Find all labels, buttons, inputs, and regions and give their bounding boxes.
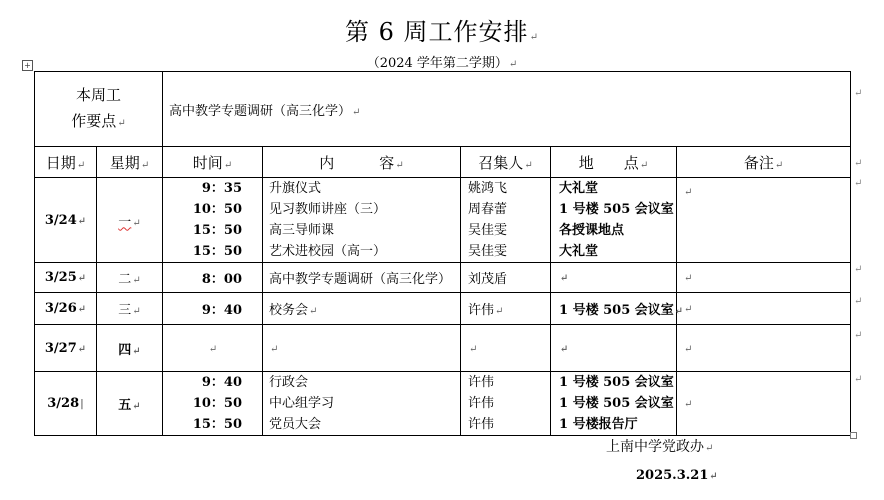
row-end-mark: ↵ xyxy=(854,178,863,189)
row-contents[interactable]: 高中教学专题调研（高三化学） xyxy=(263,263,461,293)
row-weekday[interactable]: 三↵ xyxy=(97,293,163,325)
row-notes[interactable]: ↵ xyxy=(677,293,851,325)
row-conveners[interactable]: 许伟↵ xyxy=(461,293,551,325)
row-places[interactable]: 大礼堂 1 号楼 505 会议室 各授课地点 大礼堂 xyxy=(551,178,677,263)
row-times[interactable]: 9：40 10：50 15：50 xyxy=(163,372,263,436)
row-contents[interactable]: 校务会↵ xyxy=(263,293,461,325)
table-row xyxy=(35,372,851,436)
row-contents[interactable]: 升旗仪式 见习教师讲座（三） 高三导师课 艺术进校园（高一） xyxy=(263,178,461,263)
row-conveners[interactable]: 姚鸿飞 周春蕾 吴佳雯 吴佳雯 xyxy=(461,178,551,263)
row-times[interactable]: ↵ xyxy=(163,325,263,372)
row-end-mark: ↵ xyxy=(854,330,863,341)
row-times[interactable]: 8：00 xyxy=(163,263,263,293)
row-date[interactable]: 3/26↵ xyxy=(35,293,97,325)
row-conveners[interactable]: 刘茂盾 xyxy=(461,263,551,293)
row-places[interactable]: 1 号楼 505 会议室↵ xyxy=(551,293,677,325)
row-end-mark: ↵ xyxy=(854,158,863,169)
row-end-mark: ↵ xyxy=(854,88,863,99)
table-row xyxy=(35,293,851,325)
table-row xyxy=(35,263,851,293)
row-notes[interactable]: ↵ xyxy=(677,325,851,372)
row-date[interactable]: 3/24↵ xyxy=(35,178,97,263)
row-times[interactable]: 9：40 xyxy=(163,293,263,325)
header-convener: 召集人↵ xyxy=(461,147,551,178)
row-weekday[interactable]: 五↵ xyxy=(97,372,163,436)
row-weekday[interactable]: 一↵ xyxy=(97,178,163,263)
row-date[interactable]: 3/28| xyxy=(35,372,97,436)
row-places[interactable]: 1 号楼 505 会议室 1 号楼 505 会议室 1 号楼报告厅 xyxy=(551,372,677,436)
row-date[interactable]: 3/25↵ xyxy=(35,263,97,293)
row-end-mark: ↵ xyxy=(854,264,863,275)
row-end-mark: ↵ xyxy=(854,374,863,385)
row-end-mark: ↵ xyxy=(854,296,863,307)
page-title: 第 6 周工作安排↵ xyxy=(345,18,539,46)
header-date: 日期↵ xyxy=(35,147,97,178)
row-weekday[interactable]: 四↵ xyxy=(97,325,163,372)
row-times[interactable]: 9：35 10：50 15：50 15：50 xyxy=(163,178,263,263)
table-resize-handle-icon[interactable] xyxy=(850,432,857,439)
header-time: 时间↵ xyxy=(163,147,263,178)
header-content: 内 容↵ xyxy=(263,147,461,178)
header-place: 地 点↵ xyxy=(551,147,677,178)
schedule-table xyxy=(34,71,851,436)
row-contents[interactable]: 行政会 中心组学习 党员大会 xyxy=(263,372,461,436)
row-date[interactable]: 3/27↵ xyxy=(35,325,97,372)
focus-row xyxy=(35,72,851,147)
row-contents[interactable]: ↵ xyxy=(263,325,461,372)
row-notes[interactable]: ↵ xyxy=(677,372,851,436)
row-conveners[interactable]: ↵ xyxy=(461,325,551,372)
table-row xyxy=(35,325,851,372)
row-places[interactable]: ↵ xyxy=(551,263,677,293)
focus-label: 本周工 作要点↵ xyxy=(35,72,163,147)
header-notes: 备注↵ xyxy=(677,147,851,178)
row-notes[interactable]: ↵ xyxy=(677,263,851,293)
header-row xyxy=(35,147,851,178)
table-move-handle-icon[interactable]: + xyxy=(22,60,33,71)
row-notes[interactable]: ↵ xyxy=(677,178,851,263)
row-weekday[interactable]: 二↵ xyxy=(97,263,163,293)
row-places[interactable]: ↵ xyxy=(551,325,677,372)
focus-text[interactable]: 高中教学专题调研（高三化学）↵ xyxy=(163,72,851,147)
row-conveners[interactable]: 许伟 许伟 许伟 xyxy=(461,372,551,436)
semester-subtitle: （2024 学年第二学期）↵ xyxy=(366,56,518,71)
table-row xyxy=(35,178,851,263)
footer-date: 2025.3.21↵ xyxy=(636,468,718,483)
header-weekday: 星期↵ xyxy=(97,147,163,178)
footer-organization: 上南中学党政办↵ xyxy=(606,439,714,455)
